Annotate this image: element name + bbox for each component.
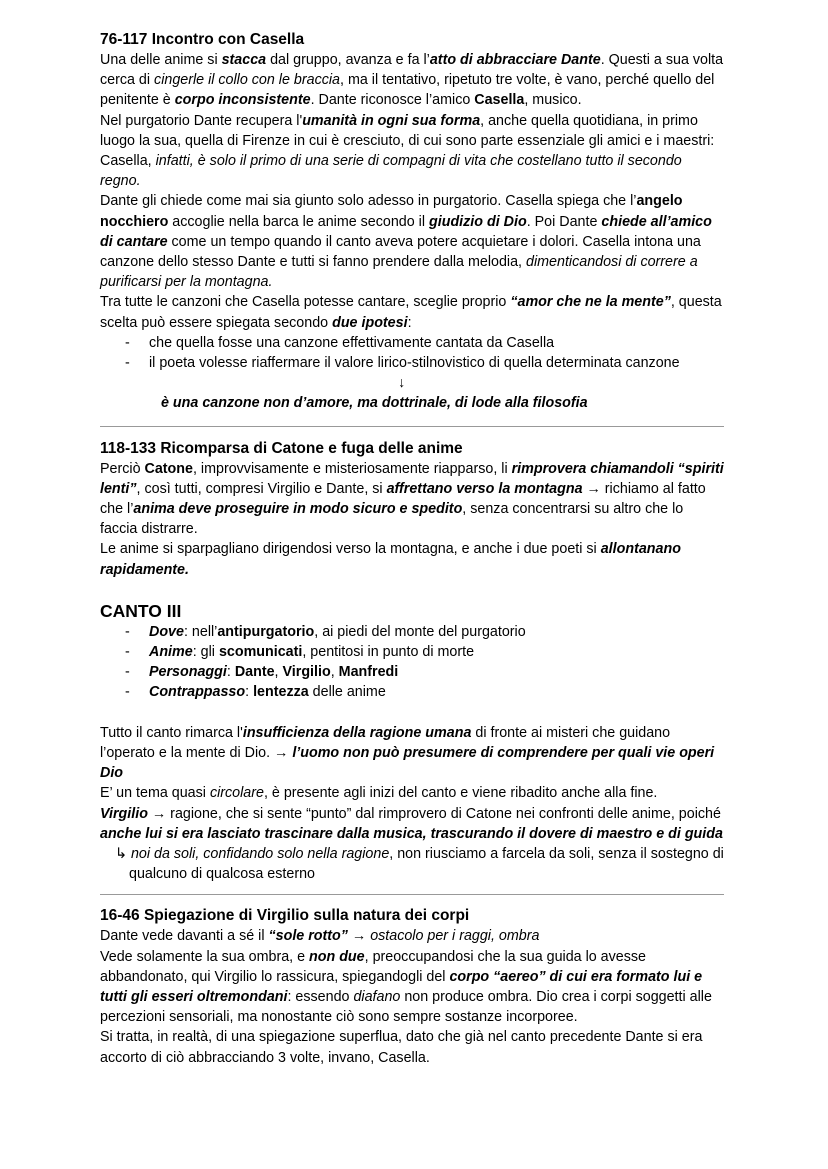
text-run: , senza concentrarsi su altro che lo faccia distrarre. [100,501,684,538]
paragraph [100,947,724,1028]
text-run: accoglie nella barca le anime secondo il [168,213,430,230]
text-run: antipurgatorio [217,623,315,640]
text-run: corpo “aereo” di cui era formato lui e tutti gli esseri oltremondani [100,968,703,1005]
text-run: , musico. [524,92,582,109]
text-run: stacca [221,52,267,68]
text-run: umanità in ogni sua forma [302,112,481,129]
down-arrow-icon: ↓ [398,375,406,392]
paragraph [100,459,724,540]
text-run: : [226,664,235,681]
text-run: richiamo al fatto che l’ [100,480,706,518]
text-run: , [330,664,339,681]
text-run: non due [309,948,365,965]
text-run: dal gruppo, avanza e fa l’ [266,52,430,68]
paragraph [100,1027,724,1067]
text-run: come un tempo quando il canto aveva potere acquietare i dolori. Casella intona una canzone dello stesso Dante e tutti si fanno prendere dalla melodia, [100,233,701,271]
text-run: Una delle anime si [100,52,222,68]
text-run: “sole rotto” [268,928,348,945]
paragraph [100,50,724,111]
text-run: rimprovera chiamandoli “spiriti lenti” [100,460,724,497]
paragraph [100,783,724,803]
text-run: Contrappasso [149,684,246,701]
text-run: diafano [353,988,401,1005]
paragraph [100,926,724,946]
text-run: scomunicati [218,644,303,661]
text-run: , non riusciamo a farcela da soli, senza il sostegno di qualcuno di qualcosa esterno [129,845,724,883]
list-item: - che quella fosse una canzone effettivamente cantata da Casella [125,334,555,351]
text-run: : [407,314,412,331]
paragraph [100,111,724,192]
text-run: non produce ombra. Dio crea i corpi soggetti alle percezioni sensoriali, ma nonostante ciò sono sempre sostanze incorporee. [100,988,712,1026]
text-run: di fronte ai misteri che guidano l’operato e la mente di Dio. → [100,724,671,761]
text-run: , [274,664,283,681]
text-run: insufficienza della ragione umana [242,724,472,741]
text-run: Perciò [100,460,145,477]
text-run: : essendo [287,988,354,1005]
text-run: ostacolo per i raggi, ombra [370,928,540,945]
text-run: → ragione, che si sente “punto” dal rimprovero di Catone nei confronti delle anime, poiché [147,805,721,822]
text-run: : gli [192,644,219,661]
text-run: , anche quella quotidiana, in primo luogo la sua, quella di Firenze in cui è cresciuto, di cui sono parte essenziale gli amici e i maestri: Casella, [100,112,715,170]
text-run: Manfredi [338,664,399,681]
text-run: “amor che ne la mente” [510,294,671,311]
sub-point [100,844,724,884]
text-run: . Questi a sua volta cerca di [100,52,724,89]
text-run: Personaggi [149,664,227,681]
text-run: Casella [474,92,525,109]
paragraph [100,539,724,579]
text-run: → [347,928,371,945]
text-run: giudizio di Dio [429,213,527,230]
document-page [100,30,724,1068]
hypotheses-list [100,333,724,373]
text-run: l’uomo non può presumere di comprendere per quali vie operi Dio [100,744,715,782]
text-run: : [245,684,254,701]
text-run: chiede all’amico di cantare [100,213,712,250]
text-run: Dante [234,664,275,681]
text-run: anche lui si era lasciato trascinare dalla musica, trascurando il dovere di maestro e di guida [100,825,723,842]
text-run: . Poi Dante [526,213,602,230]
text-run: , improvvisamente e misteriosamente riapparso, li [192,460,512,477]
paragraph [100,292,724,332]
text-run: Dove [149,623,184,640]
text-run: Vede solamente la sua ombra, e [100,948,310,965]
list-item: - Anime: gli scomunicati, pentitosi in punto di morte [125,644,475,661]
text-run: : nell’ [183,623,218,640]
text-run: ↳ [115,845,131,862]
text-run: affrettano verso la montagna → [386,480,601,497]
text-run: Anime [149,644,193,661]
text-run: cingerle il collo con le braccia [154,72,340,89]
text-run: due ipotesi [332,314,408,331]
text-run: angelo nocchiero [100,193,683,230]
text-run: atto di abbracciare Dante [429,52,601,68]
text-run: Virgilio [282,664,331,681]
list-item: - Personaggi: Dante, Virgilio, Manfredi [125,664,399,681]
list-item: - Contrappasso: lentezza delle anime [125,684,386,701]
text-run: Tutto il canto rimarca l' [100,724,243,741]
text-run: anima deve proseguire in modo sicuro e spedito [133,501,463,518]
canto-title: CANTO III [100,600,182,621]
paragraph [100,804,724,844]
text-run: corpo inconsistente [174,92,311,109]
text-run: Tra tutte le canzoni che Casella potesse cantare, sceglie proprio [100,294,511,311]
list-item: - il poeta volesse riaffermare il valore lirico-stilnovistico di quella determinata canzone [125,355,680,372]
text-run: Virgilio [100,805,148,822]
text-run: , è presente agli inizi del canto e viene ribadito anche alla fine. [263,785,658,802]
text-run: delle anime [308,684,386,701]
text-run: , così tutti, compresi Virgilio e Dante, si [136,480,387,497]
text-run: noi da soli, confidando solo nella ragione [130,845,390,862]
conclusion-text: è una canzone non d’amore, ma dottrinale, di lode alla filosofia [161,395,588,412]
section-title-ricomparsa-catone: 118-133 Ricomparsa di Catone e fuga delle anime [100,439,463,457]
text-run: Le anime si sparpagliano dirigendosi verso la montagna, e anche i due poeti si [100,541,601,558]
paragraph [100,191,724,292]
text-run: allontanano rapidamente. [100,541,681,578]
text-run: infatti, è solo il primo di una serie di compagni di vita che costellano tutto il secondo regno. [100,153,682,190]
text-run: dimenticandosi di correre a purificarsi per la montagna. [100,254,698,291]
text-run: , pentitosi in punto di morte [302,644,475,661]
text-run: , questa scelta può essere spiegata secondo [100,294,722,331]
list-item: - Dove: nell’antipurgatorio, ai piedi del monte del purgatorio [125,623,526,640]
text-run: , ma il tentativo, ripetuto tre volte, è vano, perché quello del penitente è [100,72,715,109]
text-run: Dante gli chiede come mai sia giunto solo adesso in purgatorio. Casella spiega che l’ [100,193,637,210]
paragraph [100,723,724,784]
text-run: . Dante riconosce l’amico [310,92,475,109]
text-run: , ai piedi del monte del purgatorio [314,623,526,640]
text-run: Dante vede davanti a sé il [100,928,269,945]
text-run: Si tratta, in realtà, di una spiegazione superflua, dato che già nel canto precedente Dante si era accorto di ciò abbracciando 3 volte, invano, Casella. [100,1029,703,1066]
text-run: Catone [144,460,193,477]
section-title-incontro-casella: 76-117 Incontro con Casella [100,31,305,48]
canto-info-list [100,622,724,703]
text-run: lentezza [253,684,309,701]
text-run: E’ un tema quasi [100,785,210,802]
text-run: , preoccupandosi che la sua guida lo avesse abbandonato, qui Virgilio lo rassicura, spiegandogli del [100,948,646,985]
text-run: Nel purgatorio Dante recupera l' [100,112,303,129]
text-run: circolare [209,785,264,802]
section-title-spiegazione-virgilio: 16-46 Spiegazione di Virgilio sulla natura dei corpi [100,907,470,925]
